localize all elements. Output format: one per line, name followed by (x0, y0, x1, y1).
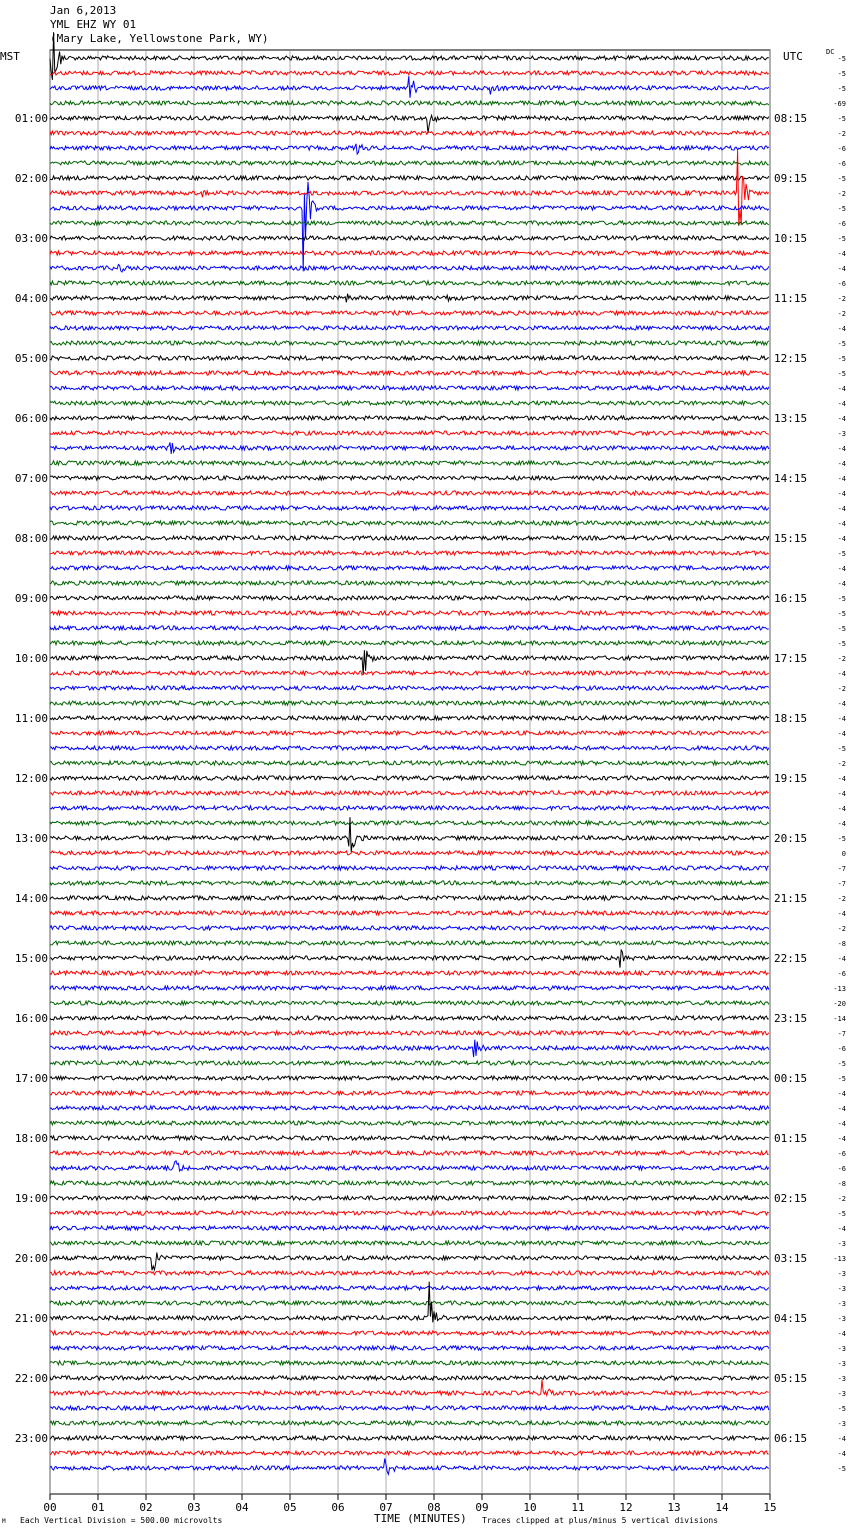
seismic-trace (50, 1136, 769, 1140)
dc-offset-label: -5 (837, 1060, 846, 1068)
seismic-trace (50, 641, 769, 645)
right-hour-label: 15:15 (774, 532, 808, 545)
dc-offset-label: -4 (837, 910, 846, 918)
left-hour-label: 17:00 (14, 1072, 48, 1085)
seismic-trace (50, 76, 769, 98)
dc-offset-label: -4 (837, 955, 846, 963)
seismic-trace (50, 101, 769, 105)
x-tick-label: 14 (715, 1501, 729, 1514)
right-hour-label: 03:15 (774, 1252, 808, 1265)
dc-offset-label: -5 (837, 175, 846, 183)
dc-offset-label: -3 (837, 1420, 846, 1428)
dc-offset-label: -4 (837, 445, 846, 453)
seismic-trace (50, 746, 769, 750)
right-hour-label: 21:15 (774, 892, 808, 905)
right-hour-label: 04:15 (774, 1312, 808, 1325)
seismic-trace (50, 1286, 769, 1290)
dc-offset-label: -4 (837, 520, 846, 528)
dc-offset-label: -13 (833, 1255, 846, 1263)
seismic-trace (50, 476, 769, 480)
left-hour-label: 18:00 (14, 1132, 48, 1145)
dc-offset-label: -6 (837, 1165, 846, 1173)
seismic-trace (50, 161, 769, 165)
seismic-trace (50, 1253, 769, 1271)
dc-offset-label: -4 (837, 415, 846, 423)
left-hour-label: 03:00 (14, 232, 48, 245)
dc-offset-label: -4 (837, 265, 846, 273)
dc-offset-label: -5 (837, 1075, 846, 1083)
recording-date: Jan 6,2013 (50, 4, 117, 17)
dc-offset-label: -6 (837, 280, 846, 288)
seismic-trace (50, 491, 769, 495)
seismic-trace (50, 1451, 769, 1455)
seismic-trace (50, 221, 769, 225)
right-hour-label: 08:15 (774, 112, 808, 125)
seismic-trace (50, 896, 769, 900)
dc-offset-label: -4 (837, 385, 846, 393)
dc-offset-label: -5 (837, 55, 846, 63)
dc-offset-label: -5 (837, 1405, 846, 1413)
seismic-trace (50, 371, 769, 375)
dc-offset-label: -5 (837, 340, 846, 348)
dc-offset-label: -4 (837, 1330, 846, 1338)
left-hour-label: 12:00 (14, 772, 48, 785)
dc-offset-label: -2 (837, 685, 846, 693)
dc-offset-label: -4 (837, 580, 846, 588)
left-hour-label: 23:00 (14, 1432, 48, 1445)
station-location: (Mary Lake, Yellowstone Park, WY) (50, 32, 269, 45)
seismic-trace (50, 1061, 769, 1065)
seismic-trace (50, 941, 769, 945)
left-hour-label: 07:00 (14, 472, 48, 485)
dc-offset-label: -5 (837, 1465, 846, 1473)
seismic-trace (50, 326, 769, 330)
right-hour-label: 16:15 (774, 592, 808, 605)
dc-offset-label: -2 (837, 1195, 846, 1203)
dc-offset-label: -2 (837, 655, 846, 663)
dc-offset-label: -4 (837, 790, 846, 798)
right-hour-label: 06:15 (774, 1432, 808, 1445)
seismic-trace (50, 311, 769, 315)
seismic-trace (50, 881, 769, 885)
dc-offset-header: DC (826, 48, 835, 56)
right-hour-label: 23:15 (774, 1012, 808, 1025)
dc-offset-label: -4 (837, 775, 846, 783)
left-hour-label: 04:00 (14, 292, 48, 305)
dc-offset-label: -4 (837, 535, 846, 543)
right-hour-label: 13:15 (774, 412, 808, 425)
dc-offset-label: -6 (837, 160, 846, 168)
dc-offset-label: -4 (837, 1135, 846, 1143)
seismic-trace (50, 461, 769, 465)
dc-offset-label: -3 (837, 1315, 846, 1323)
dc-offset-label: -7 (837, 1030, 846, 1038)
dc-offset-label: -3 (837, 1285, 846, 1293)
right-hour-label: 17:15 (774, 652, 808, 665)
seismic-trace (50, 506, 769, 510)
dc-offset-label: -4 (837, 250, 846, 258)
seismic-trace (50, 1001, 769, 1005)
seismic-trace (50, 1241, 769, 1245)
dc-offset-label: -20 (833, 1000, 846, 1008)
seismic-trace (50, 1331, 769, 1335)
right-hour-label: 11:15 (774, 292, 808, 305)
seismic-trace (50, 761, 769, 765)
dc-offset-label: -6 (837, 970, 846, 978)
dc-offset-label: -3 (837, 1375, 846, 1383)
left-timezone-label: MST (0, 50, 20, 63)
seismic-trace (50, 115, 769, 133)
seismic-trace (50, 1361, 769, 1365)
left-hour-label: 13:00 (14, 832, 48, 845)
seismic-trace (50, 182, 769, 272)
left-hour-label: 08:00 (14, 532, 48, 545)
plot-frame (50, 50, 770, 1494)
seismic-trace (50, 731, 769, 735)
seismic-trace (50, 971, 769, 975)
left-hour-label: 20:00 (14, 1252, 48, 1265)
dc-offset-label: -5 (837, 85, 846, 93)
dc-offset-label: -6 (837, 1045, 846, 1053)
dc-offset-label: -2 (837, 895, 846, 903)
seismic-trace (50, 551, 769, 555)
seismic-trace (50, 1121, 769, 1125)
seismic-trace (50, 401, 769, 405)
right-hour-label: 14:15 (774, 472, 808, 485)
seismic-trace (50, 581, 769, 585)
x-tick-label: 01 (91, 1501, 105, 1514)
seismic-trace (50, 144, 769, 154)
dc-offset-label: -4 (837, 805, 846, 813)
x-tick-label: 08 (427, 1501, 441, 1514)
left-hour-label: 22:00 (14, 1372, 48, 1385)
dc-offset-label: -4 (837, 1435, 846, 1443)
dc-offset-label: -5 (837, 625, 846, 633)
dc-offset-label: -6 (837, 220, 846, 228)
left-hour-label: 10:00 (14, 652, 48, 665)
dc-offset-label: -4 (837, 490, 846, 498)
seismic-trace (50, 1406, 769, 1410)
x-tick-label: 13 (667, 1501, 681, 1514)
seismic-trace (50, 1181, 769, 1185)
seismic-trace (50, 851, 769, 855)
seismic-trace (50, 1031, 769, 1035)
dc-offset-label: -2 (837, 310, 846, 318)
dc-offset-label: -3 (837, 1240, 846, 1248)
seismic-trace (50, 716, 769, 720)
right-timezone-label: UTC (783, 50, 803, 63)
right-hour-label: 22:15 (774, 952, 808, 965)
seismic-trace (50, 356, 769, 360)
x-tick-label: 02 (139, 1501, 153, 1514)
dc-offset-label: -4 (837, 730, 846, 738)
seismic-trace (50, 1151, 769, 1155)
right-hour-label: 18:15 (774, 712, 808, 725)
seismic-trace (50, 236, 769, 240)
right-hour-label: 02:15 (774, 1192, 808, 1205)
x-tick-label: 00 (43, 1501, 57, 1514)
dc-offset-label: -4 (837, 1450, 846, 1458)
right-hour-label: 19:15 (774, 772, 808, 785)
seismic-trace (50, 1421, 769, 1425)
dc-offset-label: -5 (837, 835, 846, 843)
dc-offset-label: -5 (837, 550, 846, 558)
dc-offset-label: -4 (837, 505, 846, 513)
dc-offset-label: -5 (837, 115, 846, 123)
dc-offset-label: -8 (837, 1180, 846, 1188)
seismic-trace (50, 1301, 769, 1305)
seismic-trace (50, 1161, 769, 1171)
x-tick-label: 15 (763, 1501, 777, 1514)
seismic-trace (50, 911, 769, 915)
dc-offset-label: -14 (833, 1015, 846, 1023)
left-hour-label: 21:00 (14, 1312, 48, 1325)
dc-offset-label: -5 (837, 610, 846, 618)
dc-offset-label: -3 (837, 430, 846, 438)
dc-offset-label: -4 (837, 565, 846, 573)
left-hour-label: 05:00 (14, 352, 48, 365)
seismic-trace (50, 1436, 769, 1440)
dc-offset-label: -4 (837, 820, 846, 828)
x-tick-label: 09 (475, 1501, 489, 1514)
seismic-trace (50, 1211, 769, 1215)
seismic-trace (50, 596, 769, 600)
x-axis-title: TIME (MINUTES) (374, 1512, 467, 1525)
dc-offset-label: -3 (837, 1345, 846, 1353)
seismic-trace (50, 1196, 769, 1200)
right-hour-label: 05:15 (774, 1372, 808, 1385)
seismic-trace (50, 950, 769, 968)
x-tick-label: 11 (571, 1501, 585, 1514)
right-hour-label: 01:15 (774, 1132, 808, 1145)
dc-offset-label: -6 (837, 1150, 846, 1158)
dc-offset-label: -2 (837, 130, 846, 138)
seismic-trace (50, 265, 769, 273)
seismic-trace (50, 1346, 769, 1350)
seismic-trace (50, 176, 769, 180)
left-hour-label: 16:00 (14, 1012, 48, 1025)
seismic-trace (50, 821, 769, 825)
dc-offset-label: -4 (837, 1090, 846, 1098)
seismic-trace (50, 294, 769, 303)
right-hour-label: 20:15 (774, 832, 808, 845)
seismic-trace (50, 536, 769, 540)
x-tick-label: 05 (283, 1501, 297, 1514)
corner-mark: M (2, 1518, 6, 1525)
dc-offset-label: -3 (837, 1360, 846, 1368)
seismic-trace (50, 431, 769, 435)
right-hour-label: 09:15 (774, 172, 808, 185)
seismic-trace (50, 251, 769, 255)
dc-offset-label: -4 (837, 1120, 846, 1128)
x-tick-label: 12 (619, 1501, 633, 1514)
seismic-trace (50, 806, 769, 810)
seismic-trace (50, 686, 769, 690)
left-hour-label: 14:00 (14, 892, 48, 905)
dc-offset-label: -5 (837, 595, 846, 603)
dc-offset-label: -4 (837, 460, 846, 468)
station-code: YML EHZ WY 01 (50, 18, 137, 31)
dc-offset-label: -4 (837, 1225, 846, 1233)
seismic-trace (50, 926, 769, 930)
dc-offset-label: -5 (837, 70, 846, 78)
dc-offset-label: -4 (837, 715, 846, 723)
dc-offset-label: -3 (837, 1300, 846, 1308)
seismic-trace (50, 1106, 769, 1110)
seismic-trace (50, 416, 769, 420)
seismic-trace (50, 671, 769, 675)
x-tick-label: 06 (331, 1501, 345, 1514)
dc-offset-label: -4 (837, 700, 846, 708)
x-tick-label: 03 (187, 1501, 201, 1514)
x-tick-label: 10 (523, 1501, 537, 1514)
x-tick-label: 07 (379, 1501, 393, 1514)
clip-note: Traces clipped at plus/minus 5 vertical divisions (482, 1516, 719, 1525)
right-hour-label: 10:15 (774, 232, 808, 245)
dc-offset-label: -5 (837, 205, 846, 213)
seismic-trace (50, 701, 769, 705)
left-hour-label: 06:00 (14, 412, 48, 425)
dc-offset-label: -7 (837, 865, 846, 873)
seismic-trace (50, 1016, 769, 1020)
dc-offset-label: -4 (837, 1105, 846, 1113)
left-hour-label: 19:00 (14, 1192, 48, 1205)
dc-offset-label: -2 (837, 760, 846, 768)
x-tick-label: 04 (235, 1501, 249, 1514)
seismic-trace (50, 442, 769, 454)
seismic-trace (50, 986, 769, 990)
dc-offset-label: -8 (837, 940, 846, 948)
dc-offset-label: -3 (837, 1390, 846, 1398)
seismic-trace (50, 1091, 769, 1095)
seismic-trace (50, 1459, 769, 1475)
seismic-trace (50, 566, 769, 570)
dc-offset-label: -4 (837, 400, 846, 408)
seismic-trace (50, 131, 769, 135)
left-hour-label: 15:00 (14, 952, 48, 965)
dc-offset-label: -5 (837, 745, 846, 753)
left-hour-label: 02:00 (14, 172, 48, 185)
left-hour-label: 11:00 (14, 712, 48, 725)
right-hour-label: 00:15 (774, 1072, 808, 1085)
dc-offset-label: -5 (837, 370, 846, 378)
dc-offset-label: 0 (841, 850, 846, 858)
dc-offset-label: -2 (837, 190, 846, 198)
seismic-trace (50, 1271, 769, 1275)
left-hour-label: 09:00 (14, 592, 48, 605)
seismic-trace (50, 776, 769, 780)
dc-offset-label: -4 (837, 475, 846, 483)
seismic-trace (50, 1380, 769, 1396)
seismic-trace (50, 341, 769, 345)
seismic-trace (50, 866, 769, 870)
dc-offset-label: -4 (837, 670, 846, 678)
dc-offset-label: -13 (833, 985, 846, 993)
dc-offset-label: -5 (837, 355, 846, 363)
scale-note: Each Vertical Division = 500.00 microvolts (20, 1516, 223, 1525)
seismic-trace (50, 521, 769, 525)
dc-offset-label: -69 (833, 100, 846, 108)
right-hour-label: 12:15 (774, 352, 808, 365)
seismic-trace (50, 1226, 769, 1230)
left-hour-label: 01:00 (14, 112, 48, 125)
seismic-trace (50, 386, 769, 390)
dc-offset-label: -5 (837, 1210, 846, 1218)
seismic-trace (50, 1040, 769, 1057)
seismic-trace (50, 791, 769, 795)
dc-offset-label: -2 (837, 925, 846, 933)
dc-offset-label: -2 (837, 295, 846, 303)
seismic-trace (50, 1076, 769, 1080)
dc-offset-label: -7 (837, 880, 846, 888)
dc-offset-label: -5 (837, 640, 846, 648)
dc-offset-label: -5 (837, 235, 846, 243)
seismic-trace (50, 71, 769, 75)
seismic-trace (50, 611, 769, 615)
dc-offset-label: -3 (837, 1270, 846, 1278)
seismic-trace (50, 281, 769, 285)
seismic-trace (50, 1376, 769, 1380)
seismic-trace (50, 626, 769, 630)
dc-offset-label: -4 (837, 325, 846, 333)
dc-offset-label: -6 (837, 145, 846, 153)
